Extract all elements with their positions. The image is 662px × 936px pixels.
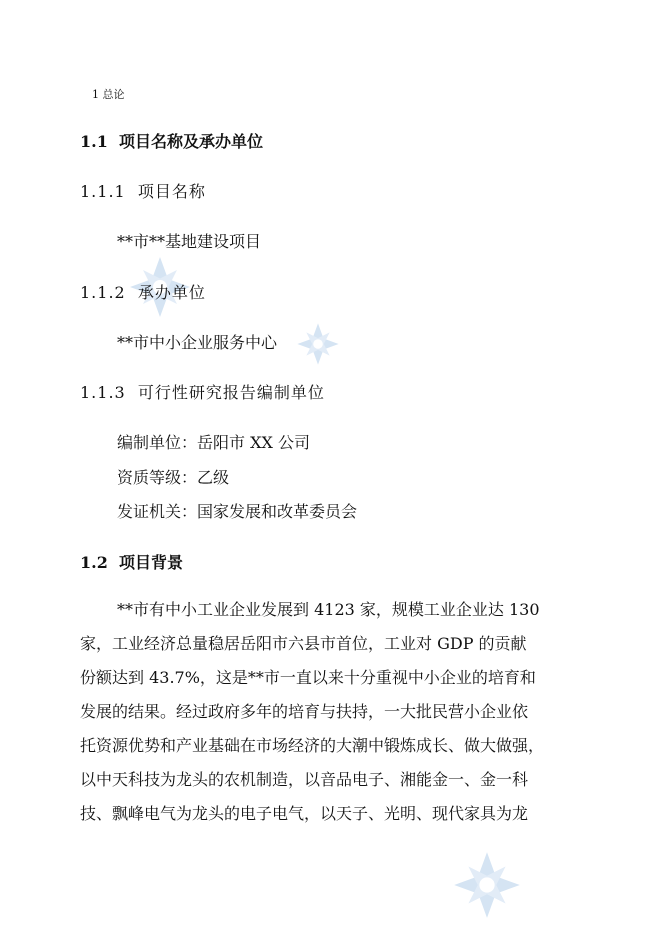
chapter-heading: 1 总论 bbox=[92, 88, 125, 101]
section-1-2-heading bbox=[80, 550, 183, 573]
qualification-level-text: 资质等级：乙级 bbox=[117, 468, 230, 487]
section-number: 1.1.2 bbox=[80, 283, 126, 302]
paragraph-line: 家，工业经济总量稳居岳阳市六县市首位，工业对 GDP 的贡献 bbox=[80, 634, 527, 653]
paragraph-line: 技、飘峰电气为龙头的电子电气，以天子、光明、现代家具为龙 bbox=[80, 804, 529, 823]
snowflake-watermark-icon bbox=[452, 850, 522, 920]
issuing-authority-text: 发证机关：国家发展和改革委员会 bbox=[117, 502, 358, 521]
organizer-text: **市中小企业服务中心 bbox=[117, 333, 278, 352]
section-1-1-1-heading bbox=[80, 179, 206, 202]
section-number: 1.1.1 bbox=[80, 182, 126, 201]
project-name-text: **市**基地建设项目 bbox=[117, 232, 262, 251]
section-title: 承办单位 bbox=[137, 283, 206, 302]
section-1-1-3-heading bbox=[80, 380, 325, 403]
paragraph-line: 托资源优势和产业基础在市场经济的大潮中锻炼成长、做大做强， bbox=[80, 736, 545, 755]
section-title: 项目名称及承办单位 bbox=[118, 132, 263, 151]
section-number: 1.1.3 bbox=[80, 383, 126, 402]
section-number: 1.2 bbox=[80, 553, 108, 572]
section-title: 项目背景 bbox=[118, 553, 183, 572]
paragraph-line: 以中天科技为龙头的农机制造，以音品电子、湘能金一、金一科 bbox=[80, 770, 529, 789]
section-title: 项目名称 bbox=[137, 182, 206, 201]
section-1-1-heading bbox=[80, 129, 263, 152]
paragraph-line: 发展的结果。经过政府多年的培育与扶持，一大批民营小企业依 bbox=[80, 702, 529, 721]
background-paragraph bbox=[80, 593, 576, 831]
paragraph-line: 份额达到 43.7%，这是**市一直以来十分重视中小企业的培育和 bbox=[80, 668, 536, 687]
paragraph-line: **市有中小工业企业发展到 4123 家，规模工业企业达 130 bbox=[117, 600, 540, 619]
section-number: 1.1 bbox=[80, 132, 108, 151]
section-1-1-2-heading bbox=[80, 280, 206, 303]
compiler-unit-text: 编制单位：岳阳市 XX 公司 bbox=[117, 433, 310, 452]
snowflake-watermark-icon bbox=[296, 322, 340, 366]
section-title: 可行性研究报告编制单位 bbox=[137, 383, 325, 402]
